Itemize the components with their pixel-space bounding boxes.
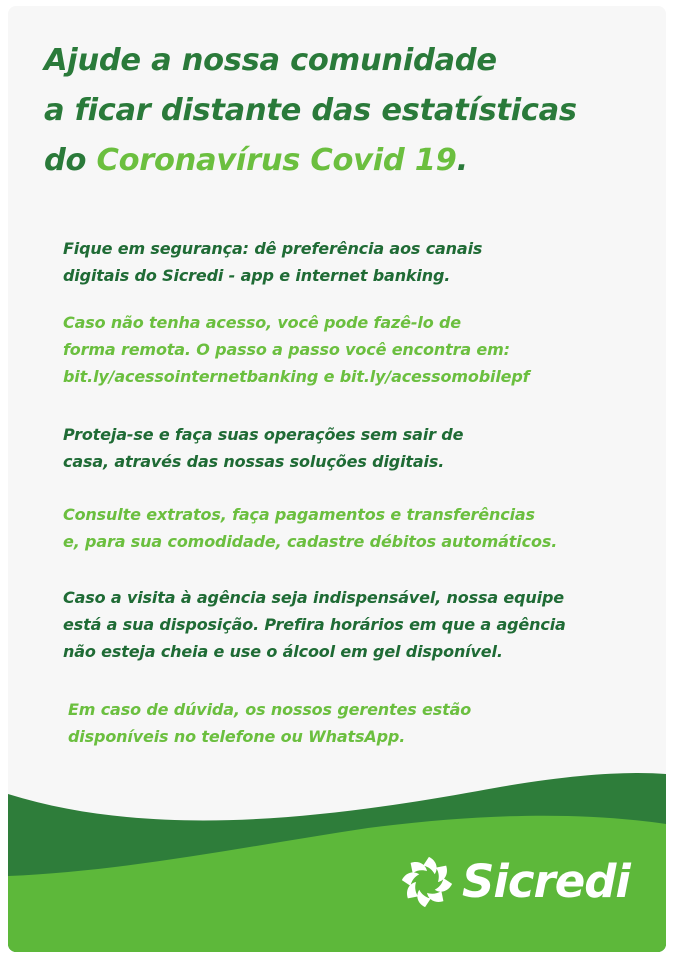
paragraph-links: bit.ly/acessointernetbanking e bit.ly/acessomobilepf (63, 367, 530, 386)
paragraph-line: Consulte extratos, faça pagamentos e transferências (63, 505, 535, 524)
paragraph-line: digitais do Sicredi - app e internet banking. (63, 266, 451, 285)
sicredi-logo (398, 852, 630, 912)
paragraph-line: Proteja-se e faça suas operações sem sair de (63, 425, 464, 444)
paragraph-line: casa, através das nossas soluções digitais. (63, 452, 445, 471)
paragraph-safety (63, 235, 482, 289)
paragraph-line: Fique em segurança: dê preferência aos canais (63, 239, 483, 258)
headline-line-3-suffix: . (456, 143, 468, 178)
sicredi-logo-icon (398, 853, 456, 911)
headline-line-1: Ajude a nossa comunidade (44, 43, 497, 78)
paragraph-line: disponíveis no telefone ou WhatsApp. (68, 727, 406, 746)
paragraph-line: forma remota. O passo a passo você encontra em: (63, 340, 510, 359)
paragraph-statements (63, 501, 557, 555)
paragraph-line: está a sua disposição. Prefira horários em que a agência (63, 615, 566, 634)
paragraph-branch-visit (63, 584, 566, 665)
paragraph-managers (68, 696, 471, 750)
brand-name: Sicredi (462, 855, 630, 908)
paragraph-line: e, para sua comodidade, cadastre débitos automáticos. (63, 532, 558, 551)
poster-card (8, 6, 666, 952)
paragraph-line: Caso a visita à agência seja indispensável, nossa equipe (63, 588, 564, 607)
paragraph-line: Caso não tenha acesso, você pode fazê-lo de (63, 313, 461, 332)
paragraph-remote-access (63, 309, 530, 390)
paragraph-protect (63, 421, 463, 475)
headline-line-2: a ficar distante das estatísticas (44, 93, 577, 128)
headline-line-3 (44, 136, 577, 186)
paragraph-line: não esteja cheia e use o álcool em gel disponível. (63, 642, 503, 661)
headline (44, 36, 577, 186)
paragraph-line: Em caso de dúvida, os nossos gerentes estão (68, 700, 472, 719)
headline-line-3-prefix: do (44, 143, 97, 178)
headline-highlight: Coronavírus Covid 19 (96, 143, 457, 178)
